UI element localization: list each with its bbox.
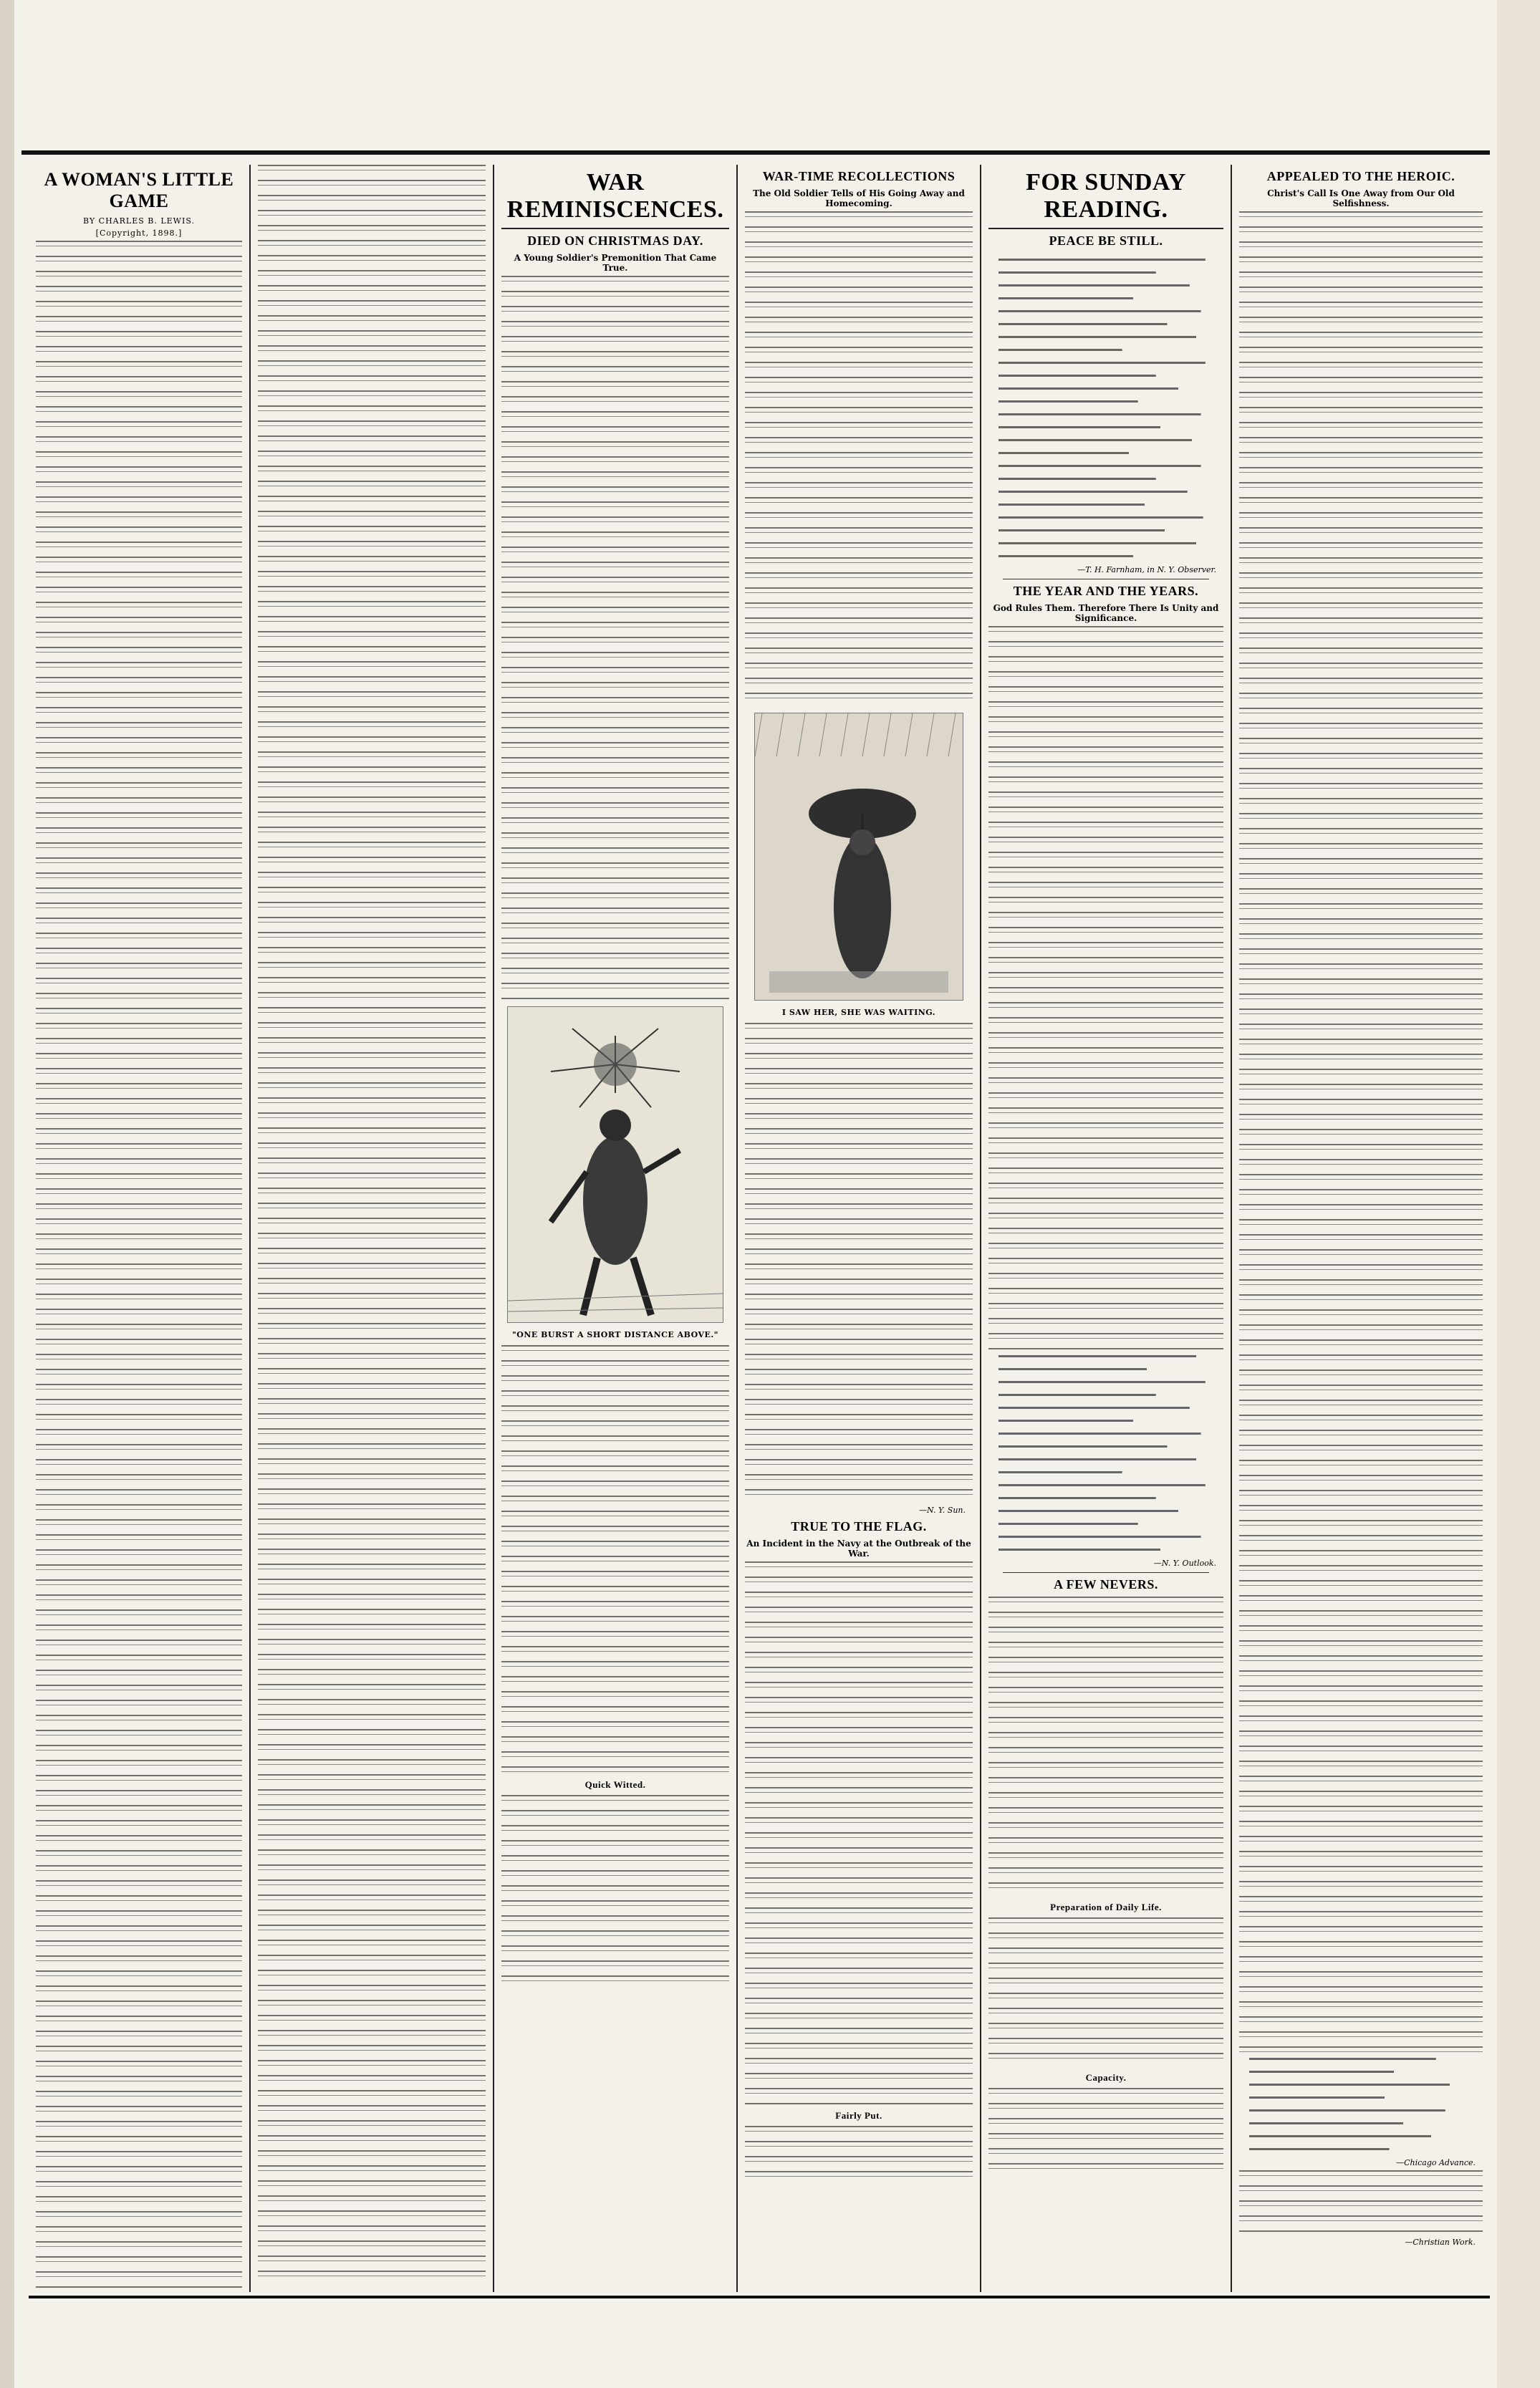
- column-3: [494, 165, 738, 2292]
- year-poem: [988, 1349, 1223, 1556]
- quick-witted-body: [501, 1795, 729, 1981]
- article-subhead: A Young Soldier's Premonition That Came True.: [514, 253, 717, 273]
- year-subhead: God Rules Them. Therefore There Is Unity and Significance.: [993, 603, 1219, 623]
- column-6: [1232, 165, 1490, 2292]
- columns: [29, 165, 1490, 2292]
- outlook-credit: —N. Y. Outlook.: [1153, 1559, 1216, 1568]
- year-headline: THE YEAR AND THE YEARS.: [1013, 584, 1199, 598]
- recollections-body: [745, 211, 973, 706]
- column-5: [981, 165, 1232, 2292]
- column-4: [738, 165, 981, 2292]
- column-2: [251, 165, 494, 2292]
- illustration-caption: "ONE BURST A SHORT DISTANCE ABOVE.": [512, 1330, 718, 1339]
- section-headline: WAR REMINISCENCES.: [506, 169, 724, 223]
- peace-credit: —T. H. Farnham, in N. Y. Observer.: [1077, 565, 1216, 574]
- heroic-body: [1239, 211, 1483, 2052]
- nevers-body: [988, 1597, 1223, 1897]
- copyright-line: [Copyright, 1898.]: [95, 228, 183, 238]
- capacity-body: [988, 2088, 1223, 2174]
- scan-edge-right: [1497, 0, 1540, 2388]
- fairly-put-body: [745, 2126, 973, 2183]
- article-headline: DIED ON CHRISTMAS DAY.: [527, 233, 703, 248]
- preparation-headline: Preparation of Daily Life.: [1050, 1902, 1162, 1912]
- heroic-subhead: Christ's Call Is One Away from Our Old Selfishness.: [1267, 188, 1455, 208]
- section-divider: [1003, 1572, 1209, 1573]
- work-credit: —Christian Work.: [1405, 2238, 1476, 2247]
- advance-credit: —Chicago Advance.: [1396, 2158, 1476, 2167]
- fairly-put-headline: Fairly Put.: [835, 2110, 882, 2121]
- headline-rule: [501, 228, 729, 229]
- flag-headline: TRUE TO THE FLAG.: [791, 1519, 927, 1534]
- scan-edge-left: [0, 0, 14, 2388]
- headline-rule: [988, 228, 1223, 229]
- recollections-subhead: The Old Soldier Tells of His Going Away and Homecoming.: [753, 188, 965, 208]
- story-body: [36, 241, 242, 2289]
- closing-body: [1239, 2170, 1483, 2235]
- recollections-body-continued: [745, 1023, 973, 1503]
- sunday-headline: FOR SUNDAY READING.: [1026, 169, 1186, 223]
- peace-headline: PEACE BE STILL.: [1049, 233, 1163, 248]
- nevers-headline: A FEW NEVERS.: [1054, 1577, 1158, 1592]
- top-rule: [21, 150, 1490, 155]
- flag-body: [745, 1561, 973, 2106]
- flag-subhead: An Incident in the Navy at the Outbreak of the War.: [746, 1539, 971, 1559]
- bottom-rule: [29, 2296, 1490, 2298]
- peace-poem: [988, 253, 1223, 562]
- story-byline: BY CHARLES B. LEWIS.: [83, 216, 195, 226]
- preparation-body: [988, 1917, 1223, 2068]
- column-1: [29, 165, 251, 2292]
- illustration-caption: I SAW HER, SHE WAS WAITING.: [781, 1008, 936, 1017]
- explosion-soldier-drawing: [508, 1007, 723, 1322]
- quick-witted-headline: Quick Witted.: [584, 1779, 646, 1790]
- recollections-headline: WAR-TIME RECOLLECTIONS: [762, 169, 956, 183]
- article-body: [501, 276, 729, 999]
- soldier-illustration: [507, 1006, 723, 1323]
- year-body: [988, 626, 1223, 1349]
- closing-poem: [1239, 2052, 1483, 2155]
- article-body-continued: [501, 1345, 729, 1775]
- story-headline: A WOMAN'S LITTLE GAME: [44, 169, 234, 211]
- sun-credit: —N. Y. Sun.: [919, 1506, 966, 1515]
- capacity-headline: Capacity.: [1085, 2072, 1127, 2083]
- heroic-headline: APPEALED TO THE HEROIC.: [1266, 169, 1455, 183]
- story-body-continued: [258, 165, 486, 2278]
- woman-rain-drawing: [755, 713, 963, 1000]
- woman-waiting-illustration: [754, 713, 963, 1001]
